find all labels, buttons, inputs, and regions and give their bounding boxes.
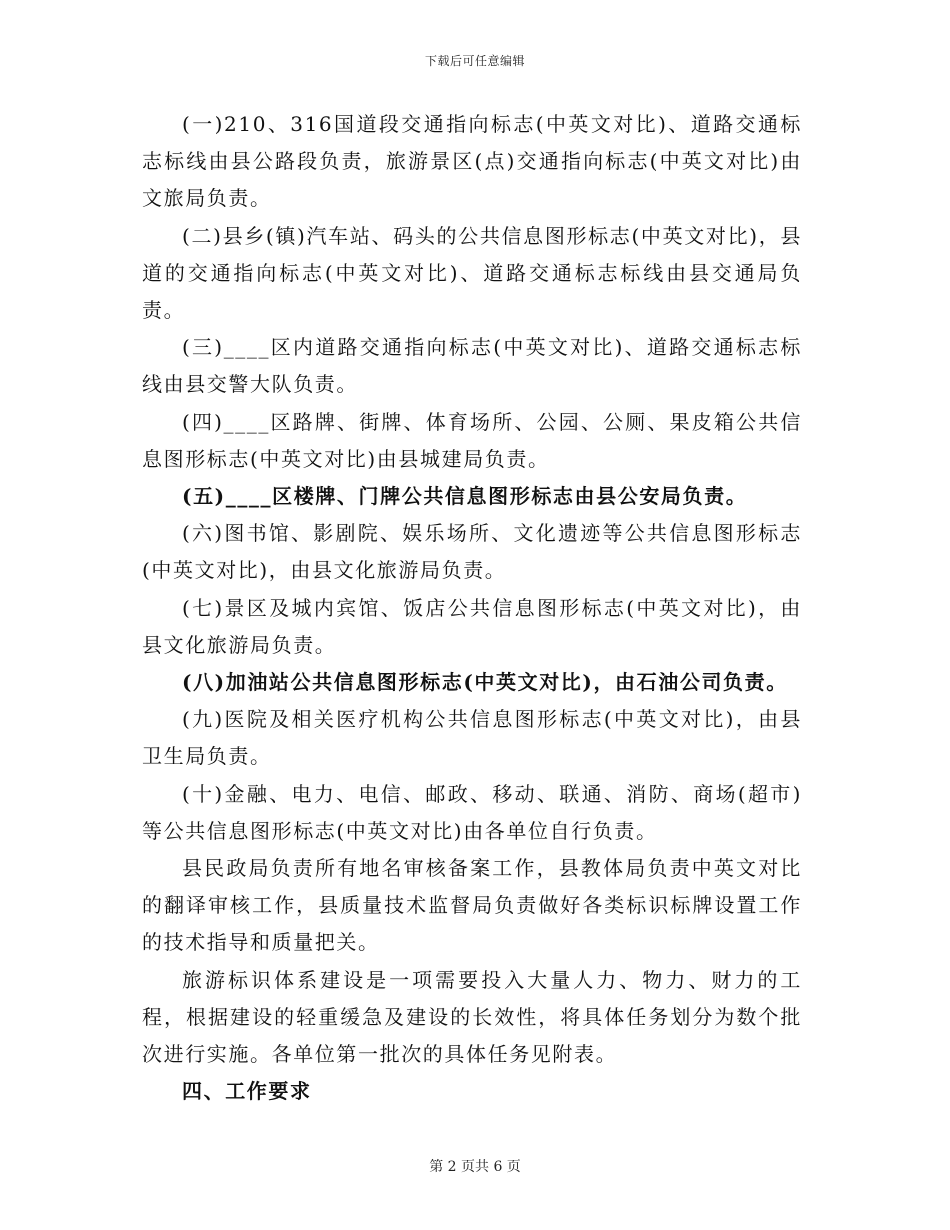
paragraph-7: (七)景区及城内宾馆、饭店公共信息图形标志(中英文对比)，由县文化旅游局负责。 — [142, 595, 802, 657]
document-body — [142, 106, 802, 1110]
page-header-note: 下载后可任意编辑 — [424, 54, 525, 68]
page-number: 第 2 页共 6 页 — [429, 1159, 521, 1175]
section-heading: 四、工作要求 — [182, 1079, 312, 1104]
paragraph-8: (八)加油站公共信息图形标志(中英文对比)，由石油公司负责。 — [182, 670, 788, 695]
paragraph-6: (六)图书馆、影剧院、娱乐场所、文化遗迹等公共信息图形标志(中英文对比)，由县文化旅游局负责。 — [142, 521, 802, 583]
paragraph-4: (四)____区路牌、街牌、体育场所、公园、公厕、果皮箱公共信息图形标志(中英文对比)由县城建局负责。 — [142, 409, 802, 471]
paragraph-10: (十)金融、电力、电信、邮政、移动、联通、消防、商场(超市)等公共信息图形标志(中英文对比)由各单位自行负责。 — [142, 781, 802, 843]
paragraph-11: 县民政局负责所有地名审核备案工作，县教体局负责中英文对比的翻译审核工作，县质量技术监督局负责做好各类标识标牌设置工作的技术指导和质量把关。 — [142, 856, 802, 955]
paragraph-2: (二)县乡(镇)汽车站、码头的公共信息图形标志(中英文对比)，县道的交通指向标志(中英文对比)、道路交通标志标线由县交通局负责。 — [142, 223, 802, 323]
paragraph-12: 旅游标识体系建设是一项需要投入大量人力、物力、财力的工程，根据建设的轻重缓急及建设的长效性，将具体任务划分为数个批次进行实施。各单位第一批次的具体任务见附表。 — [142, 967, 802, 1067]
paragraph-9: (九)医院及相关医疗机构公共信息图形标志(中英文对比)，由县卫生局负责。 — [142, 707, 802, 769]
paragraph-3: (三)____区内道路交通指向标志(中英文对比)、道路交通标志标线由县交警大队负责。 — [142, 335, 802, 397]
paragraph-1: (一)210、316国道段交通指向标志(中英文对比)、道路交通标志标线由县公路段负责，旅游景区(点)交通指向标志(中英文对比)由文旅局负责。 — [142, 112, 802, 211]
paragraph-5: (五)____区楼牌、门牌公共信息图形标志由县公安局负责。 — [182, 484, 748, 509]
